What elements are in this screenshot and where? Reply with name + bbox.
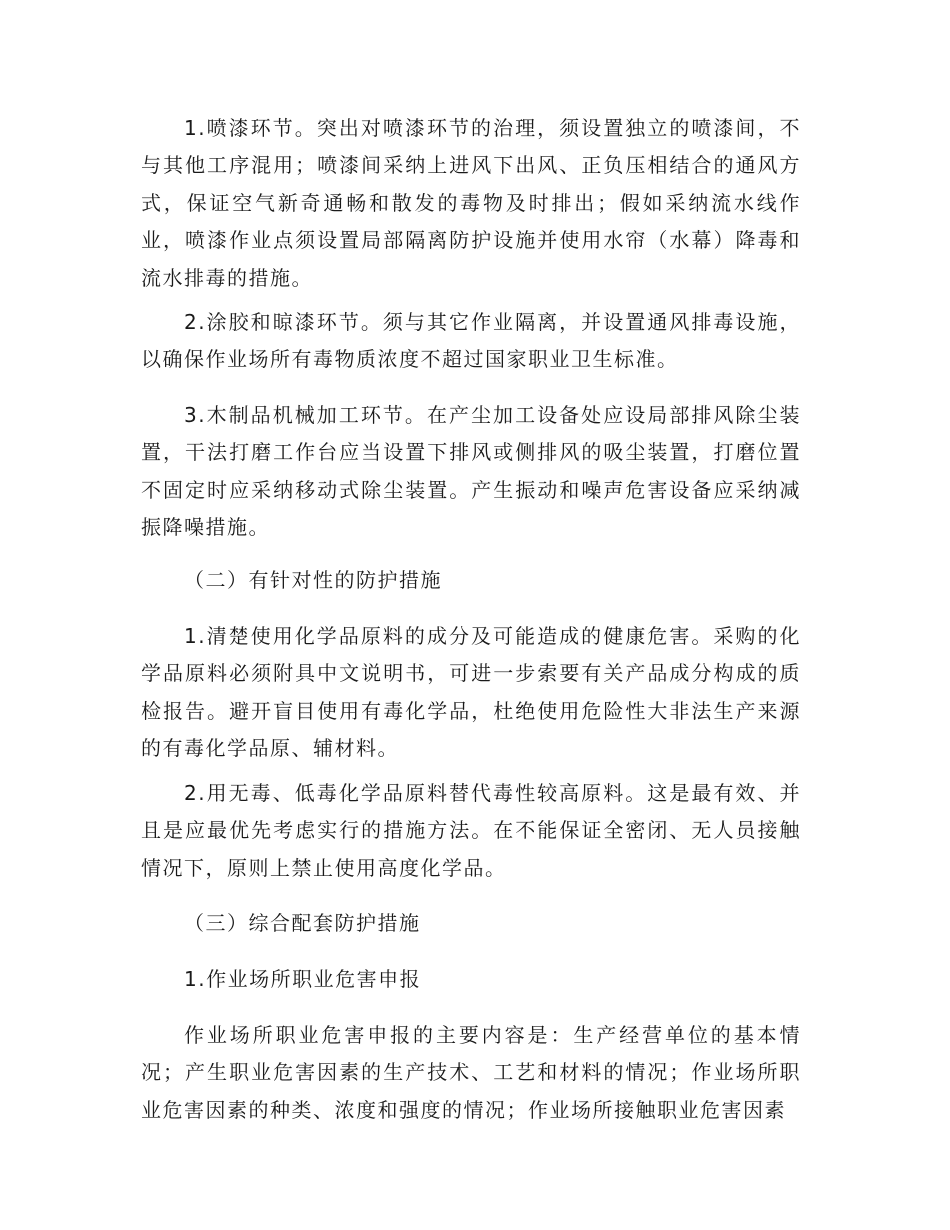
section-heading-comprehensive-measures: （三）综合配套防护措施 bbox=[184, 911, 421, 935]
subheading-hazard-declaration: 1.作业场所职业危害申报 bbox=[184, 967, 422, 991]
paragraph-wood-machining: 3.木制品机械加工环节。在产尘加工设备处应设局部排风除尘装置，干法打磨工作台应当设置下排风或侧排风的吸尘装置，打磨位置不固定时应采纳移动式除尘装置。产生振动和噪声危害设备应采纳减振降噪措施。 bbox=[141, 403, 801, 540]
section-heading-targeted-measures: （二）有针对性的防护措施 bbox=[184, 568, 442, 592]
paragraph-chemical-ingredients: 1.清楚使用化学品原料的成分及可能造成的健康危害。采购的化学品原料必须附具中文说明书，可进一步索要有关产品成分构成的质检报告。避开盲目使用有毒化学品，杜绝使用危险性大非法生产来源的有毒化学品原、辅材料。 bbox=[141, 624, 801, 761]
paragraph-spray-painting: 1.喷漆环节。突出对喷漆环节的治理，须设置独立的喷漆间，不与其他工序混用；喷漆间采纳上进风下出风、正负压相结合的通风方式，保证空气新奇通畅和散发的毒物及时排出；假如采纳流水线作业，喷漆作业点须设置局部隔离防护设施并使用水帘（水幕）降毒和流水排毒的措施。 bbox=[141, 116, 801, 290]
paragraph-substitution: 2.用无毒、低毒化学品原料替代毒性较高原料。这是最有效、并且是应最优先考虑实行的措施方法。在不能保证全密闭、无人员接触情况下，原则上禁止使用高度化学品。 bbox=[141, 781, 801, 880]
paragraph-declaration-content: 作业场所职业危害申报的主要内容是：生产经营单位的基本情况；产生职业危害因素的生产技术、工艺和材料的情况；作业场所职业危害因素的种类、浓度和强度的情况；作业场所接触职业危害因素 bbox=[141, 1023, 801, 1122]
paragraph-gluing-drying: 2.涂胶和晾漆环节。须与其它作业隔离，并设置通风排毒设施，以确保作业场所有毒物质浓度不超过国家职业卫生标准。 bbox=[141, 310, 801, 372]
